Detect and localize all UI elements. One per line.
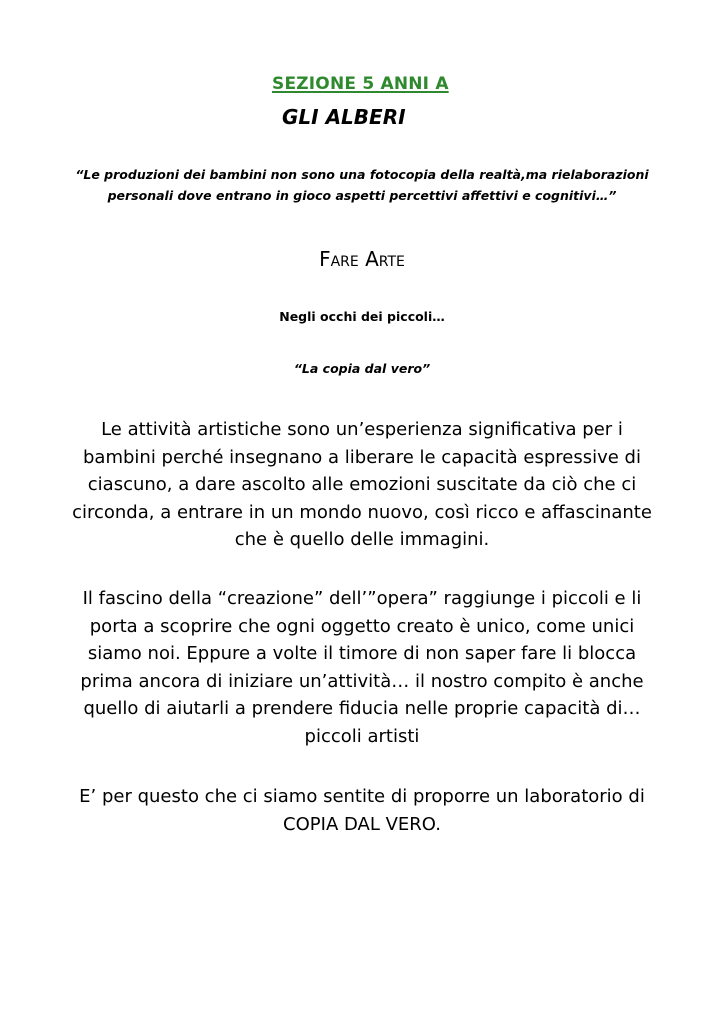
paragraph-proposal: E’ per questo che ci siamo sentite di proporre un laboratorio di COPIA DAL VERO.	[79, 786, 645, 835]
paragraph-activities: Le attività artistiche sono un’esperienza significativa per i bambini perché insegnano a liberare le capacità espressive di ciascuno, a dare ascolto alle emozioni suscitate da ciò che ci circonda, a entrare in un mondo nuovo, così ricco e affascinante che è quello delle immagini.	[72, 419, 652, 550]
document-title: GLI ALBERI	[282, 105, 406, 129]
section-heading: SEZIONE 5 ANNI A	[272, 74, 449, 94]
heading-fare-arte: Fare Arte	[319, 247, 405, 271]
intro-quote: “Le produzioni dei bambini non sono una fotocopia della realtà,ma rielaborazioni personali dove entrano in gioco aspetti percettivi affettivi e cognitivi…”	[75, 167, 649, 203]
copy-title: “La copia dal vero”	[293, 361, 431, 376]
paragraph-fascination: Il fascino della “creazione” dell’”opera” raggiunge i piccoli e li porta a scoprire che ogni oggetto creato è unico, come unici siamo noi. Eppure a volte il timore di non saper fare li blocca prima ancora di iniziare un’attività… il nostro compito è anche quello di aiutarli a prendere fiducia nelle proprie capacità di… piccoli artisti	[80, 588, 644, 747]
subtitle-negli-occhi: Negli occhi dei piccoli…	[279, 309, 445, 324]
